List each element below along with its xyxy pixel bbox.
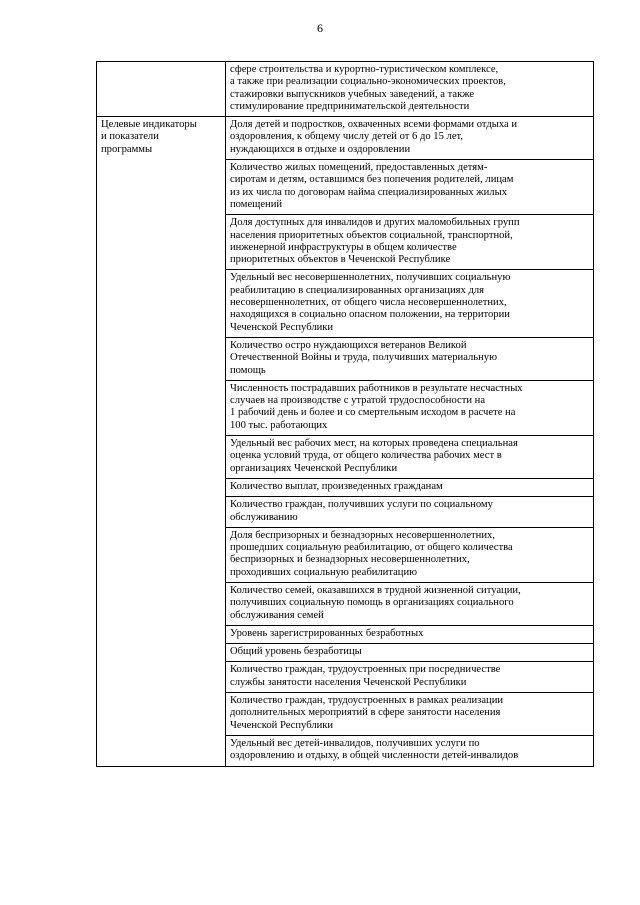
indicator-text-line: из их числа по договорам найма специализированных жилых xyxy=(230,186,507,198)
section-label-line: программы xyxy=(101,143,153,155)
section-label-line: Целевые индикаторы xyxy=(101,119,197,131)
indicator-cell xyxy=(226,662,594,693)
indicator-text-line: реабилитацию в специализированных организациях для xyxy=(230,284,485,296)
indicator-text-line: нуждающихся в отдыхе и оздоровлении xyxy=(230,143,411,155)
indicator-text-line: 100 тыс. работающих xyxy=(230,419,328,431)
indicator-text-line: Доля беспризорных и безнадзорных несовершеннолетних, xyxy=(230,529,495,541)
indicator-cell xyxy=(226,380,594,435)
indicator-text-line: Доля доступных для инвалидов и других маломобильных групп xyxy=(230,217,520,229)
indicator-text-line: 1 рабочий день и более и со смертельным исходом в расчете на xyxy=(230,407,516,419)
indicator-text-line: Удельный вес детей-инвалидов, получивших услуги по xyxy=(230,737,480,749)
indicator-cell xyxy=(226,215,594,270)
indicator-text-line: оздоровления, к общему числу детей от 6 до 15 лет, xyxy=(230,131,464,143)
cell-text-line: стажировки выпускников учебных заведений, а также xyxy=(230,88,475,100)
cell-text-line: сфере строительства и курортно-туристическом комплексе, xyxy=(230,64,499,75)
indicator-text-line: случаев на производстве с утратой трудоспособности на xyxy=(230,395,486,407)
indicator-text-line: помещений xyxy=(230,198,283,210)
indicator-text-line: прошедших социальную реабилитацию, от общего количества xyxy=(230,542,513,554)
indicator-text-line: дополнительных мероприятий в сфере занятости населения xyxy=(230,707,501,719)
indicator-cell xyxy=(226,527,594,582)
indicator-text-line: получивших социальную помощь в организациях социального xyxy=(230,597,514,609)
indicator-cell xyxy=(226,160,594,215)
indicator-text-line: Численность пострадавших работников в результате несчастных xyxy=(230,382,523,394)
cell-text-line: стимулирование предпринимательской деятельности xyxy=(230,100,470,112)
first-row-right-cell xyxy=(226,62,594,117)
indicator-text-line: Отечественной Войны и труда, получивших материальную xyxy=(230,352,497,364)
indicator-cell xyxy=(226,644,594,662)
indicator-text-line: сиротам и детям, оставшимся без попечения родителей, лицам xyxy=(230,174,514,186)
indicator-cell xyxy=(226,117,594,160)
indicator-text-line: помощь xyxy=(230,364,266,376)
indicator-text-line: Уровень зарегистрированных безработных xyxy=(230,627,424,639)
section-label-cell xyxy=(97,117,226,766)
indicator-text-line: оценка условий труда, от общего количества рабочих мест в xyxy=(230,450,502,462)
indicator-text-line: Количество выплат, произведенных гражданам xyxy=(230,480,443,492)
indicator-text-line: обслуживания семей xyxy=(230,609,324,621)
indicator-cell xyxy=(226,436,594,479)
indicator-text-line: населения приоритетных объектов социальной, транспортной, xyxy=(230,229,513,241)
indicator-cell xyxy=(226,735,594,766)
indicator-cell xyxy=(226,693,594,736)
indicator-cell xyxy=(226,478,594,496)
indicator-cell xyxy=(226,270,594,337)
indicator-text-line: организациях Чеченской Республики xyxy=(230,462,398,474)
indicator-text-line: Общий уровень безработицы xyxy=(230,646,362,658)
indicator-text-line: Чеченской Республики xyxy=(230,719,334,731)
indicator-text-line: Доля детей и подростков, охваченных всеми формами отдыха и xyxy=(230,119,518,131)
table-row xyxy=(97,117,594,160)
indicator-text-line: Количество граждан, получивших услуги по социальному xyxy=(230,499,493,511)
indicator-text-line: службы занятости населения Чеченской Республики xyxy=(230,676,467,688)
indicator-cell xyxy=(226,497,594,528)
cell-text-line: а также при реализации социально-экономических проектов, xyxy=(230,76,506,88)
indicator-text-line: инженерной инфраструктуры в общем количестве xyxy=(230,241,457,253)
indicator-text-line: Количество семей, оказавшихся в трудной жизненной ситуации, xyxy=(230,584,521,596)
program-passport-table xyxy=(96,61,594,767)
indicator-text-line: Количество остро нуждающихся ветеранов Великой xyxy=(230,339,467,351)
indicator-text-line: приоритетных объектов в Чеченской Республике xyxy=(230,254,451,266)
indicator-text-line: проходивших социальную реабилитацию xyxy=(230,566,418,578)
indicator-cell xyxy=(226,625,594,643)
empty-left-cell xyxy=(97,62,226,117)
indicator-text-line: Удельный вес рабочих мест, на которых проведена специальная xyxy=(230,438,518,450)
indicator-text-line: Количество жилых помещений, предоставленных детям- xyxy=(230,162,488,174)
section-label-line: и показатели xyxy=(101,131,159,143)
indicator-text-line: беспризорных и безнадзорных несовершеннолетних, xyxy=(230,554,470,566)
indicator-text-line: Чеченской Республики xyxy=(230,321,334,333)
indicator-text-line: Количество граждан, трудоустроенных при посредничестве xyxy=(230,664,501,676)
indicator-text-line: несовершеннолетних, от общего числа несовершеннолетних, xyxy=(230,297,507,309)
indicator-text-line: Удельный вес несовершеннолетних, получивших социальную xyxy=(230,272,511,284)
table-row xyxy=(97,62,594,117)
indicator-text-line: Количество граждан, трудоустроенных в рамках реализации xyxy=(230,695,504,707)
indicator-text-line: оздоровлению и отдыху, в общей численности детей-инвалидов xyxy=(230,750,519,762)
page-number: 6 xyxy=(317,21,323,35)
indicator-cell xyxy=(226,337,594,380)
indicator-text-line: обслуживанию xyxy=(230,511,298,523)
indicator-text-line: находящихся в социально опасном положении, на территории xyxy=(230,309,510,321)
indicator-cell xyxy=(226,582,594,625)
